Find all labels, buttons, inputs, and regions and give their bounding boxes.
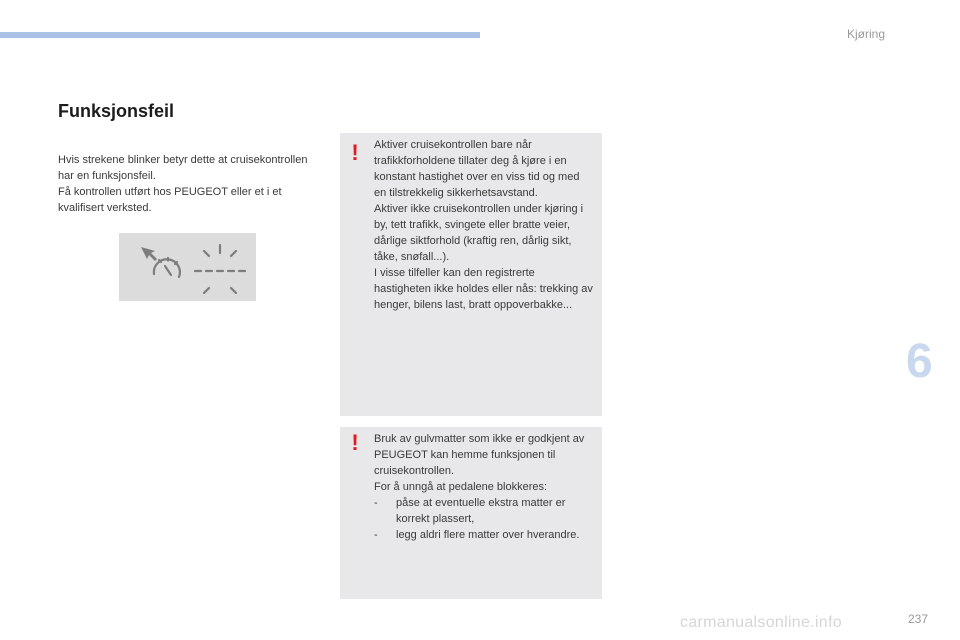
list-dash: - xyxy=(374,497,378,509)
list-item-text: legg aldri flere matter over hverandre. xyxy=(396,529,580,541)
section-body: Hvis strekene blinker betyr dette at cruisekontrollen har en funksjonsfeil. Få kontrollen utført hos PEUGEOT eller et i et kvalifisert verksted. xyxy=(58,154,308,214)
header-accent-bar xyxy=(0,32,480,38)
list-item-text: påse at eventuelle ekstra matter er korrekt plassert, xyxy=(396,497,566,525)
arrow-icon xyxy=(141,247,157,261)
blinking-dashes-icon xyxy=(195,245,245,293)
page-number: 237 xyxy=(908,612,929,626)
list-dash: - xyxy=(374,529,378,541)
list-item xyxy=(374,495,594,527)
exclamation-icon: ! xyxy=(351,430,359,455)
chapter-number: 6 xyxy=(906,335,933,388)
warning-box-usage xyxy=(340,133,602,416)
list-item xyxy=(374,527,594,543)
warning-box-floor-mats xyxy=(340,427,602,599)
section-title: Funksjonsfeil xyxy=(58,101,175,121)
watermark: carmanualsonline.info xyxy=(680,614,842,631)
exclamation-icon: ! xyxy=(351,140,359,165)
cruise-control-icon-panel xyxy=(119,233,256,301)
warning-text: Aktiver cruisekontrollen bare når trafikkforholdene tillater deg å kjøre i en konstant hastighet over en viss tid og med en tilstrekkelig sikkerhetsavstand. Aktiver ikke cruisekontrollen under kjøring i by, tett trafikk, svingete eller bratte veier, dårlige siktforhold (kraftig ren, dårlig sikt, tåke, snøfall...). I visse tilfeller kan den registrerte hastigheten ikke holdes eller nås: trekking av henger, bilens last, bratt oppoverbakke... xyxy=(374,139,593,311)
warning-text: Bruk av gulvmatter som ikke er godkjent av PEUGEOT kan hemme funksjonen til cruisekontrollen. For å unngå at pedalene blokkeres: xyxy=(374,433,585,493)
warning-list xyxy=(374,495,594,543)
chapter-label: Kjøring xyxy=(846,27,885,41)
icon-graphic xyxy=(119,233,256,301)
speedometer-icon xyxy=(154,258,180,277)
